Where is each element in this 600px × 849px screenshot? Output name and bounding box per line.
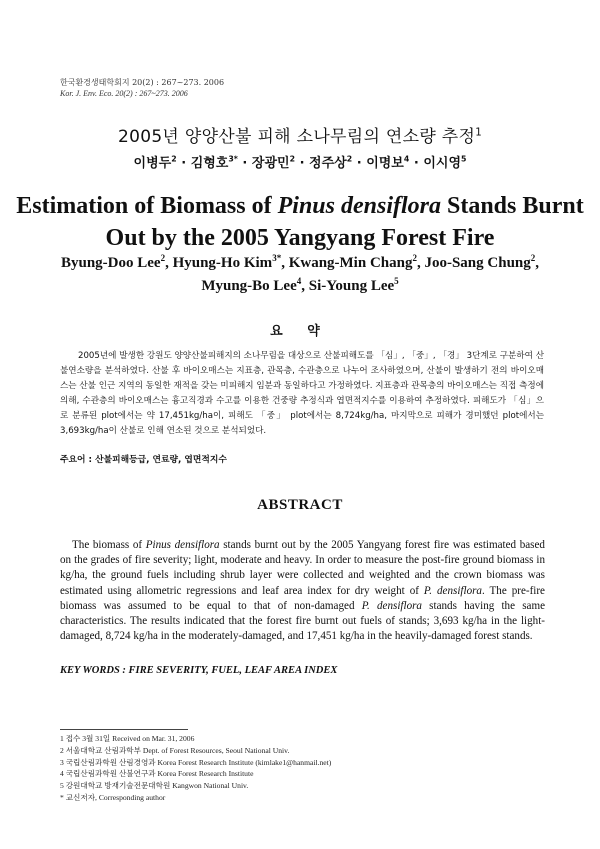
footnote: 1 접수 3월 31일 Received on Mar. 31, 2006 — [60, 734, 195, 743]
english-author: Hyung-Ho Kim$^{3*}$ — [172, 253, 282, 271]
author-separator: · — [356, 156, 362, 171]
korean-authors — [0, 152, 600, 171]
korean-title-text: 2005년 양양산불 피해 소나무림의 연소량 추정 — [117, 127, 476, 147]
author-separator: · — [181, 156, 187, 171]
korean-author: 정주상$^2$ — [309, 154, 353, 171]
footnote: * 교신저자, Corresponding author — [60, 792, 166, 802]
english-author: Byung-Doo Lee$^2$ — [60, 253, 166, 271]
author-separator: · — [299, 156, 305, 171]
korean-author: 이병두$^2$ — [133, 154, 177, 171]
english-abstract-body: The biomass of Pinus densiflora stands burnt out by the 2005 Yangyang forest fire was estimated based on the grades of fire severity; light, moderate and heavy. In order to measure the post-fire ground biomass in kg/ha, the ground fuels including shrub layer were collected and weighted and the crown biomass was estimated using allometric regressions and leaf area index for dry weight of P. densiflora. The pre-fire biomass was assumed to be equal to that of non-damaged P. densiflora stands having the same characteristics. The results indicated that the forest fire burnt out fuels of stands; 3,693 kg/ha in the light-damaged, 8,724 kg/ha in the moderately-damaged, and 17,451 kg/ha in the heavily-damaged forest stands. — [60, 539, 545, 643]
korean-keywords: 주요어 : 산불피해등급, 연료량, 엽면적지수 — [60, 455, 227, 465]
korean-abstract-body: 2005년에 발생한 강원도 양양산불피해지의 소나무림을 대상으로 산불피해도를 「심」, 「중」, 「경」 3단계로 구분하여 산불연소량을 분석하였다. 산불 후 바이오매스는 지표층, 관목층, 수관층으로 나누어 조사하였으며, 산불이 발생하기 전의 바이오매스는 산불 인근 지역의 동일한 재적을 갖는 미피해지 임분과 동일하다고 가정하였다. 지표층과 관목층의 바이오매스는 직접 측정에 의해, 수관층의 바이오매스는 흉고직경과 수고를 이용한 건중량 추정식과 엽면적지수를 이용하여 추정하였다. 피해도가 「심」으로 분류된 plot에서는 약 17,451kg/ha이, 피해도 「중」 plot에서는 8,724kg/ha, 마지막으로 피해가 경미했던 plot에서는 3,693kg/ha이 산불로 인해 연소된 것으로 분석되었다. — [60, 351, 544, 436]
english-title — [0, 190, 600, 254]
footnote-divider — [60, 729, 188, 730]
footnote: 5 강원대학교 방재기술전문대학원 Kangwon National Univ. — [60, 781, 249, 791]
korean-author: 이명보$^4$ — [366, 154, 410, 171]
english-authors — [0, 252, 600, 298]
korean-author: 장광민$^2$ — [251, 154, 296, 171]
author-separator: · — [242, 156, 248, 171]
english-title-line-1: Estimation of Biomass of Pinus densiflora Stands Burnt — [16, 193, 584, 219]
footnote: 3 국립산림과학원 산림경영과 Korea Forest Research Institute (kimlake1@hanmail.net) — [60, 757, 332, 767]
species-name: Pinus densiflora — [277, 193, 441, 219]
korean-title — [0, 122, 600, 147]
english-author: Joo-Sang Chung$^2$ — [424, 253, 536, 271]
korean-abstract-heading: 요 약 — [270, 324, 330, 339]
english-title-line-2: Out by the 2005 Yangyang Forest Fire — [105, 225, 495, 251]
footnote: 2 서울대학교 산림과학부 Dept. of Forest Resources, Seoul National Univ. — [60, 745, 290, 755]
english-author: Si-Young Lee$^5$ — [308, 276, 399, 294]
journal-citation-english: Kor. J. Env. Eco. 20(2) : 267~273. 2006 — [60, 89, 188, 98]
footnotes — [60, 733, 331, 804]
journal-citation-korean: 한국환경생태학회지 20(2) : 267~273. 2006 — [60, 78, 225, 87]
abstract-heading: ABSTRACT — [257, 497, 343, 513]
english-author: Kwang-Min Chang$^2$ — [288, 253, 417, 271]
journal-citation — [60, 77, 224, 99]
footnote: 4 국립산림과학원 산불연구과 Korea Forest Research Institute — [60, 769, 254, 779]
korean-author: 김형호$^{3*}$ — [190, 154, 238, 171]
english-author: Myung-Bo Lee$^4$ — [201, 276, 302, 294]
korean-title-footnote-mark: 1 — [475, 127, 483, 139]
english-authors-line-2: Myung-Bo Lee$^4$, Si-Young Lee$^5$ — [201, 276, 399, 294]
english-authors-line-1: Byung-Doo Lee$^2$, Hyung-Ho Kim$^{3*}$, Kwang-Min Chang$^2$, Joo-Sang Chung$^2$, — [60, 253, 540, 271]
english-keywords: KEY WORDS : FIRE SEVERITY, FUEL, LEAF AREA INDEX — [60, 665, 338, 676]
author-separator: · — [413, 156, 419, 171]
korean-author: 이시영$^5$ — [423, 154, 467, 171]
